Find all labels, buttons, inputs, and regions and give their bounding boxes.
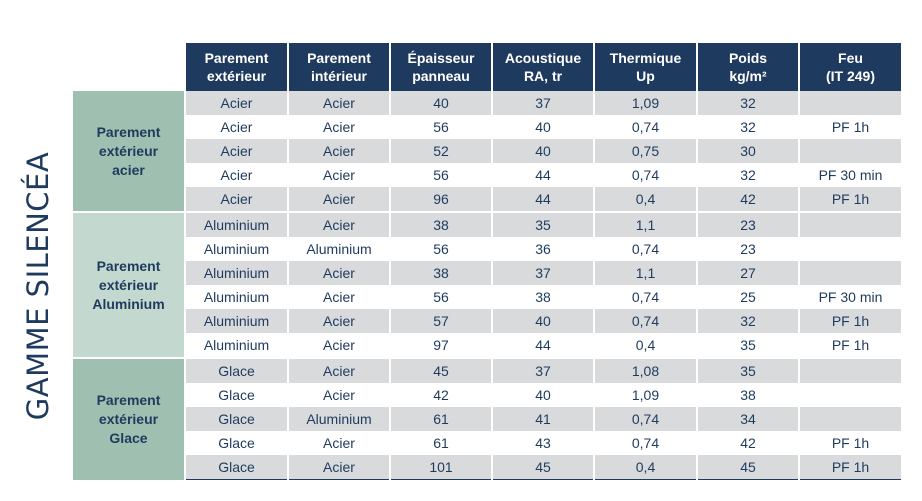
acoustique-cell: 40 — [492, 139, 594, 163]
poids-cell: 30 — [697, 139, 799, 163]
parement-interieur-cell: Aluminium — [288, 237, 390, 261]
epaisseur-cell: 101 — [390, 455, 492, 480]
parement-interieur-cell: Acier — [288, 163, 390, 187]
acoustique-cell: 38 — [492, 285, 594, 309]
parement-interieur-cell: Acier — [288, 187, 390, 212]
feu-cell: PF 1h — [799, 115, 901, 139]
parement-exterieur-cell: Aluminium — [185, 333, 288, 358]
acoustique-cell: 40 — [492, 115, 594, 139]
table-row — [73, 455, 901, 480]
poids-cell: 35 — [697, 358, 799, 383]
parement-interieur-cell: Aluminium — [288, 407, 390, 431]
acoustique-cell: 40 — [492, 383, 594, 407]
epaisseur-cell: 45 — [390, 358, 492, 383]
poids-cell: 23 — [697, 237, 799, 261]
epaisseur-cell: 61 — [390, 407, 492, 431]
poids-cell: 42 — [697, 431, 799, 455]
table-body — [73, 91, 901, 480]
feu-cell — [799, 358, 901, 383]
feu-cell: PF 1h — [799, 187, 901, 212]
parement-exterieur-cell: Aluminium — [185, 285, 288, 309]
acoustique-cell: 44 — [492, 333, 594, 358]
thermique-cell: 0,4 — [594, 455, 697, 480]
feu-cell — [799, 261, 901, 285]
epaisseur-cell: 38 — [390, 261, 492, 285]
parement-interieur-cell: Acier — [288, 333, 390, 358]
poids-cell: 32 — [697, 309, 799, 333]
thermique-cell: 0,74 — [594, 309, 697, 333]
parement-exterieur-cell: Aluminium — [185, 212, 288, 237]
table-row — [73, 407, 901, 431]
thermique-cell: 1,08 — [594, 358, 697, 383]
column-header-acoustique: Acoustique RA, tr — [492, 43, 594, 91]
parement-exterieur-cell: Acier — [185, 91, 288, 115]
thermique-cell: 1,1 — [594, 261, 697, 285]
table-row — [73, 115, 901, 139]
acoustique-cell: 40 — [492, 309, 594, 333]
side-title: GAMME SILENCÉA — [21, 151, 56, 421]
group-label: Parement extérieur Glace — [96, 391, 161, 446]
table-row — [73, 309, 901, 333]
epaisseur-cell: 61 — [390, 431, 492, 455]
specification-table — [73, 43, 901, 480]
acoustique-cell: 35 — [492, 212, 594, 237]
group-label-cell — [73, 91, 185, 212]
poids-cell: 42 — [697, 187, 799, 212]
table-row — [73, 163, 901, 187]
table-row — [73, 212, 901, 237]
feu-cell: PF 30 min — [799, 285, 901, 309]
acoustique-cell: 44 — [492, 163, 594, 187]
column-header-epaisseur-panneau: Épaisseur panneau — [390, 43, 492, 91]
epaisseur-cell: 38 — [390, 212, 492, 237]
table-row — [73, 383, 901, 407]
feu-cell — [799, 383, 901, 407]
group-label-cell — [73, 358, 185, 480]
thermique-cell: 1,1 — [594, 212, 697, 237]
poids-cell: 35 — [697, 333, 799, 358]
parement-interieur-cell: Acier — [288, 383, 390, 407]
feu-cell — [799, 407, 901, 431]
parement-interieur-cell: Acier — [288, 91, 390, 115]
parement-interieur-cell: Acier — [288, 358, 390, 383]
poids-cell: 32 — [697, 91, 799, 115]
poids-cell: 27 — [697, 261, 799, 285]
table-row — [73, 91, 901, 115]
parement-exterieur-cell: Acier — [185, 139, 288, 163]
parement-exterieur-cell: Aluminium — [185, 237, 288, 261]
feu-cell — [799, 139, 901, 163]
epaisseur-cell: 52 — [390, 139, 492, 163]
poids-cell: 23 — [697, 212, 799, 237]
acoustique-cell: 43 — [492, 431, 594, 455]
parement-interieur-cell: Acier — [288, 139, 390, 163]
thermique-cell: 0,74 — [594, 431, 697, 455]
table-row — [73, 237, 901, 261]
feu-cell: PF 1h — [799, 333, 901, 358]
parement-exterieur-cell: Glace — [185, 455, 288, 480]
parement-exterieur-cell: Acier — [185, 187, 288, 212]
poids-cell: 34 — [697, 407, 799, 431]
side-title-container — [0, 91, 76, 481]
thermique-cell: 0,75 — [594, 139, 697, 163]
poids-cell: 38 — [697, 383, 799, 407]
column-header-poids: Poids kg/m² — [697, 43, 799, 91]
column-header-feu: Feu (IT 249) — [799, 43, 901, 91]
parement-interieur-cell: Acier — [288, 261, 390, 285]
feu-cell — [799, 91, 901, 115]
parement-interieur-cell: Acier — [288, 212, 390, 237]
parement-exterieur-cell: Glace — [185, 407, 288, 431]
epaisseur-cell: 56 — [390, 115, 492, 139]
table-row — [73, 431, 901, 455]
feu-cell: PF 30 min — [799, 163, 901, 187]
epaisseur-cell: 56 — [390, 237, 492, 261]
parement-exterieur-cell: Acier — [185, 163, 288, 187]
acoustique-cell: 37 — [492, 358, 594, 383]
poids-cell: 32 — [697, 163, 799, 187]
parement-exterieur-cell: Glace — [185, 383, 288, 407]
feu-cell: PF 1h — [799, 309, 901, 333]
parement-exterieur-cell: Glace — [185, 358, 288, 383]
thermique-cell: 0,74 — [594, 163, 697, 187]
thermique-cell: 0,4 — [594, 333, 697, 358]
column-header-parement-interieur: Parement intérieur — [288, 43, 390, 91]
acoustique-cell: 44 — [492, 187, 594, 212]
acoustique-cell: 41 — [492, 407, 594, 431]
group-label: Parement extérieur acier — [96, 123, 161, 178]
thermique-cell: 0,74 — [594, 407, 697, 431]
thermique-cell: 0,74 — [594, 237, 697, 261]
feu-cell — [799, 212, 901, 237]
epaisseur-cell: 56 — [390, 285, 492, 309]
parement-interieur-cell: Acier — [288, 309, 390, 333]
header-row — [73, 43, 901, 91]
thermique-cell: 0,74 — [594, 285, 697, 309]
acoustique-cell: 37 — [492, 91, 594, 115]
header-corner — [73, 43, 185, 91]
parement-exterieur-cell: Aluminium — [185, 261, 288, 285]
table-row — [73, 333, 901, 358]
group-label-cell — [73, 212, 185, 358]
poids-cell: 45 — [697, 455, 799, 480]
parement-interieur-cell: Acier — [288, 431, 390, 455]
thermique-cell: 1,09 — [594, 91, 697, 115]
group-label: Parement extérieur Aluminium — [92, 257, 165, 312]
epaisseur-cell: 40 — [390, 91, 492, 115]
column-header-parement-exterieur: Parement extérieur — [185, 43, 288, 91]
table-row — [73, 139, 901, 163]
epaisseur-cell: 97 — [390, 333, 492, 358]
poids-cell: 25 — [697, 285, 799, 309]
acoustique-cell: 37 — [492, 261, 594, 285]
parement-interieur-cell: Acier — [288, 455, 390, 480]
thermique-cell: 0,74 — [594, 115, 697, 139]
table-row — [73, 285, 901, 309]
feu-cell: PF 1h — [799, 431, 901, 455]
parement-interieur-cell: Acier — [288, 285, 390, 309]
feu-cell — [799, 237, 901, 261]
feu-cell: PF 1h — [799, 455, 901, 480]
epaisseur-cell: 96 — [390, 187, 492, 212]
epaisseur-cell: 42 — [390, 383, 492, 407]
parement-exterieur-cell: Acier — [185, 115, 288, 139]
acoustique-cell: 36 — [492, 237, 594, 261]
epaisseur-cell: 56 — [390, 163, 492, 187]
acoustique-cell: 45 — [492, 455, 594, 480]
thermique-cell: 1,09 — [594, 383, 697, 407]
poids-cell: 32 — [697, 115, 799, 139]
thermique-cell: 0,4 — [594, 187, 697, 212]
table-row — [73, 261, 901, 285]
parement-exterieur-cell: Glace — [185, 431, 288, 455]
table-row — [73, 187, 901, 212]
table-row — [73, 358, 901, 383]
column-header-thermique: Thermique Up — [594, 43, 697, 91]
parement-exterieur-cell: Aluminium — [185, 309, 288, 333]
parement-interieur-cell: Acier — [288, 115, 390, 139]
epaisseur-cell: 57 — [390, 309, 492, 333]
